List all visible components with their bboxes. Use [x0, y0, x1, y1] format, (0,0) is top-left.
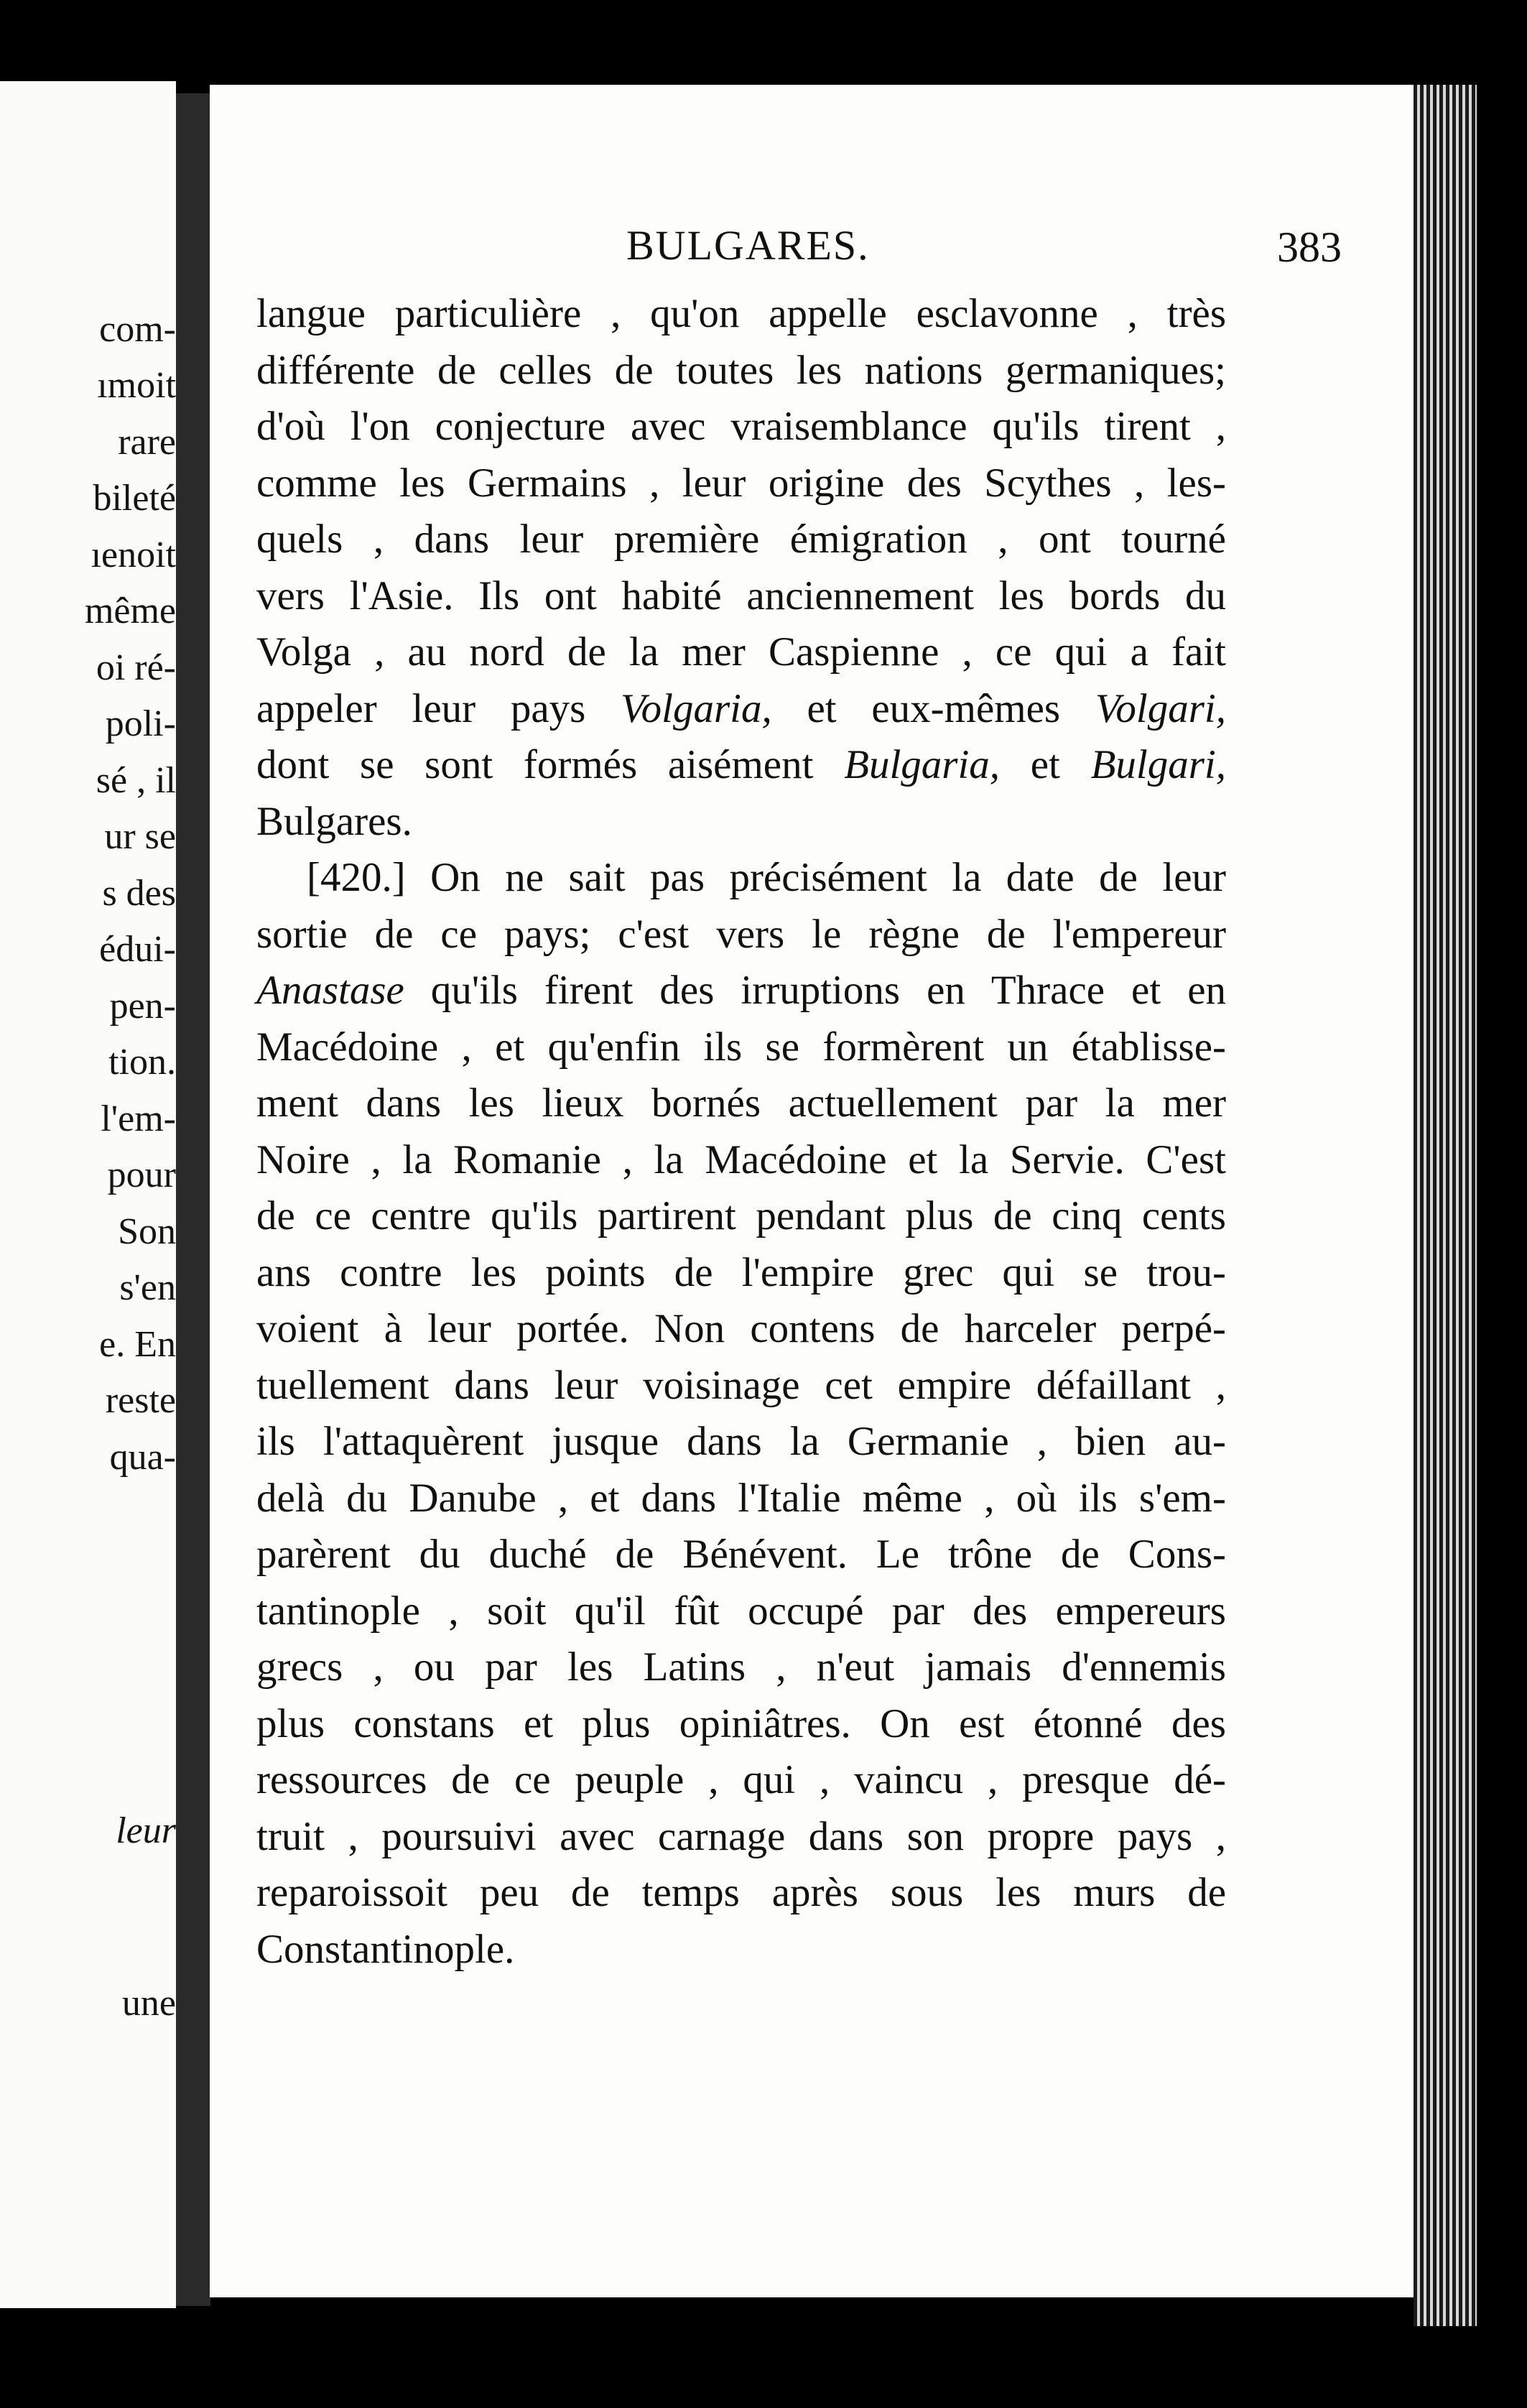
text-line: Volga , au nord de la mer Caspienne , ce qui a fait [256, 629, 1226, 675]
text-line: Noire , la Romanie , la Macédoine et la Servie. C'est [256, 1136, 1226, 1182]
left-page-fragment: pour [107, 1154, 176, 1195]
text-line: tuellement dans leur voisinage cet empire défaillant , [256, 1362, 1226, 1408]
text-segment: et [1030, 742, 1060, 787]
left-page-fragment: tion. [108, 1042, 176, 1083]
text-line: voient à leur portée. Non contens de harceler perpé- [256, 1306, 1226, 1351]
left-page-fragment: ıenoit [90, 534, 176, 575]
left-page-fragment: ur se [104, 816, 176, 857]
text-line: plus constans et plus opiniâtres. On est étonné des [256, 1700, 1226, 1746]
text-line: tantinople , soit qu'il fût occupé par des empereurs [256, 1588, 1226, 1634]
text-line: de ce centre qu'ils partirent pendant plus de cinq cents [256, 1193, 1226, 1238]
italic-term: Anastase [256, 968, 404, 1013]
text-line: grecs , ou par les Latins , n'eut jamais d'ennemis [256, 1644, 1226, 1690]
left-page-fragment: e. En [99, 1324, 176, 1365]
text-line: différente de celles de toutes les nations germaniques; [256, 347, 1226, 393]
text-line: Constantinople. [256, 1926, 515, 1972]
page-number: 383 [1277, 223, 1342, 271]
left-page-fragment: oi ré- [96, 647, 176, 688]
text-segment: et eux-mêmes [807, 685, 1061, 731]
italic-term: Bulgaria, [844, 742, 1001, 787]
italic-term: Volgari, [1095, 685, 1226, 731]
text-line: langue particulière , qu'on appelle esclavonne , très [256, 291, 1226, 336]
left-page-fragment: qua- [109, 1437, 176, 1478]
book-page [210, 85, 1414, 2297]
left-facing-page [0, 81, 176, 2308]
text-line: Bulgares. [256, 798, 412, 844]
text-line: ressources de ce peuple , qui , vaincu , presque dé- [256, 1757, 1226, 1802]
body-text [256, 286, 1226, 1978]
left-page-fragment: sé , il [96, 760, 176, 801]
text-line: quels , dans leur première émigration , ont tourné [256, 517, 1226, 562]
text-line: reparoissoit peu de temps après sous les murs de [256, 1870, 1226, 1915]
left-page-fragment: une [121, 1983, 176, 2024]
left-page-fragment: poli- [105, 703, 176, 744]
left-page-fragment: s'en [119, 1267, 176, 1308]
left-page-fragment: Son [118, 1211, 176, 1252]
text-line: truit , poursuivi avec carnage dans son propre pays , [256, 1813, 1226, 1859]
text-line: d'où l'on conjecture avec vraisemblance qu'ils tirent , [256, 404, 1226, 449]
left-page-fragment: pen- [109, 986, 176, 1027]
text-line: ans contre les points de l'empire grec qui se trou- [256, 1249, 1226, 1295]
text-line: ils l'attaquèrent jusque dans la Germanie , bien au- [256, 1419, 1226, 1464]
text-line: comme les Germains , leur origine des Scythes , les- [256, 460, 1226, 506]
text-line: parèrent du duché de Bénévent. Le trône de Cons- [256, 1532, 1226, 1577]
text-line [256, 681, 1226, 738]
italic-term: Volgaria, [621, 685, 772, 731]
text-line [256, 963, 1226, 1019]
left-page-fragment: édui- [99, 929, 176, 970]
binding-gutter [176, 93, 210, 2306]
left-page-fragment: rare [118, 422, 176, 463]
left-page-fragment: leur [116, 1810, 176, 1851]
text-line: vers l'Asie. Ils ont habité anciennement les bords du [256, 573, 1226, 619]
text-line: Macédoine , et qu'enfin ils se formèrent un établisse- [256, 1024, 1226, 1070]
text-line: [420.] On ne sait pas précisément la date de leur [307, 855, 1226, 900]
text-line: ment dans les lieux bornés actuellement par la mer [256, 1080, 1226, 1126]
left-page-fragment: l'em- [101, 1098, 176, 1139]
left-page-fragment: s des [102, 873, 176, 914]
text-line [256, 737, 1226, 794]
left-page-fragment: com- [99, 309, 176, 350]
left-page-fragment: reste [105, 1380, 176, 1421]
text-segment: qu'ils firent des irruptions en Thrace et en [430, 968, 1226, 1013]
italic-term: Bulgari, [1090, 742, 1227, 787]
text-line: delà du Danube , et dans l'Italie même , où ils s'em- [256, 1475, 1226, 1521]
left-page-fragment: bileté [93, 478, 176, 519]
left-page-fragment: même [84, 591, 176, 631]
page-edges [1414, 85, 1477, 2326]
text-segment: dont se sont formés aisément [256, 742, 814, 787]
text-line: sortie de ce pays; c'est vers le règne de l'empereur [256, 911, 1226, 957]
left-page-fragment: ımoit [97, 365, 176, 406]
text-segment: appeler leur pays [256, 685, 586, 731]
running-head: BULGARES. [626, 222, 870, 269]
